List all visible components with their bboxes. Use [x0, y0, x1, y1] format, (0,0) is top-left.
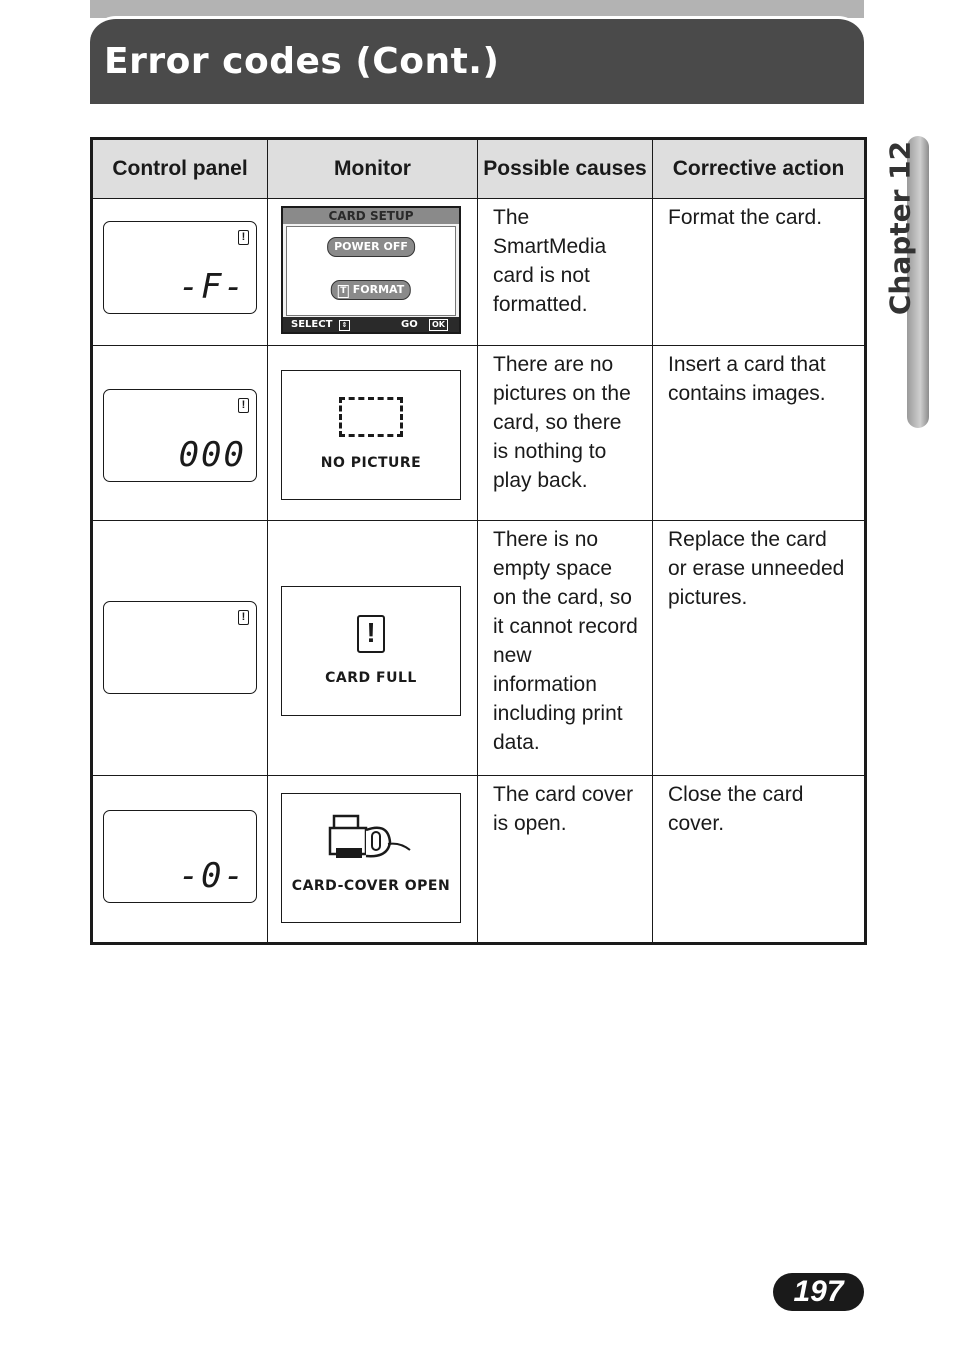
monitor-cell: [268, 776, 478, 944]
cause-cell: The card cover is open.: [478, 776, 653, 944]
card-warning-icon: !: [357, 615, 385, 653]
card-setup-footer: [283, 317, 459, 332]
control-panel-cell: [92, 776, 268, 944]
format-option-label: FORMAT: [352, 283, 405, 296]
action-cell: Replace the card or erase unneeded pictures.: [653, 521, 866, 776]
monitor-cell: [268, 346, 478, 521]
monitor-caption: CARD FULL: [325, 670, 417, 686]
page-header: [90, 16, 864, 104]
lcd-panel: [103, 389, 257, 482]
card-warning-icon: !: [238, 230, 249, 245]
lcd-panel: [103, 221, 257, 314]
trash-icon: T: [338, 285, 349, 298]
header-corrective-action: Corrective action: [653, 139, 866, 199]
card-warning-icon: !: [238, 398, 249, 413]
header-possible-causes: Possible causes: [478, 139, 653, 199]
page-number: 197: [773, 1273, 864, 1311]
go-hint: GO: [401, 319, 418, 330]
table-row: [92, 199, 866, 346]
chapter-label: [880, 140, 920, 315]
table-row: [92, 346, 866, 521]
error-codes-table: [90, 137, 867, 945]
table-row: [92, 776, 866, 944]
lcd-panel: [103, 810, 257, 903]
monitor-card-cover-open: [281, 793, 461, 923]
control-panel-cell: [92, 521, 268, 776]
arrow-updown-icon: ⇕: [339, 320, 350, 331]
power-off-option: POWER OFF: [327, 237, 415, 257]
monitor-no-picture: [281, 370, 461, 500]
chapter-label-text: Chapter 12: [883, 140, 917, 315]
ok-button-icon: OK: [429, 319, 448, 331]
select-hint: SELECT: [291, 319, 333, 330]
empty-frame-icon: [339, 397, 403, 437]
table-row: [92, 521, 866, 776]
lcd-code: -0-: [178, 856, 246, 896]
monitor-cell: [268, 199, 478, 346]
card-setup-menu: [286, 226, 456, 316]
action-cell: Format the card.: [653, 199, 866, 346]
monitor-card-full: [281, 586, 461, 716]
action-cell: Insert a card that contains images.: [653, 346, 866, 521]
cause-cell: There is no empty space on the card, so it cannot record new information including print data.: [478, 521, 653, 776]
monitor-caption: NO PICTURE: [320, 455, 422, 471]
card-warning-icon: !: [238, 610, 249, 625]
control-panel-cell: [92, 199, 268, 346]
lcd-code: 000: [178, 435, 246, 475]
cause-cell: The SmartMedia card is not formatted.: [478, 199, 653, 346]
format-option: [331, 280, 411, 300]
header-monitor: Monitor: [268, 139, 478, 199]
lcd-panel: [103, 601, 257, 694]
monitor-caption: CARD-COVER OPEN: [291, 878, 451, 894]
control-panel-cell: [92, 346, 268, 521]
card-setup-title: CARD SETUP: [283, 208, 459, 224]
monitor-card-setup: [281, 206, 461, 334]
action-cell: Close the card cover.: [653, 776, 866, 944]
lcd-code: -F-: [178, 267, 246, 307]
monitor-cell: [268, 521, 478, 776]
card-cover-open-icon: [328, 812, 418, 868]
header-control-panel: Control panel: [92, 139, 268, 199]
cause-cell: There are no pictures on the card, so there is nothing to play back.: [478, 346, 653, 521]
table-header-row: [92, 139, 866, 199]
page-title: Error codes (Cont.): [104, 41, 500, 82]
